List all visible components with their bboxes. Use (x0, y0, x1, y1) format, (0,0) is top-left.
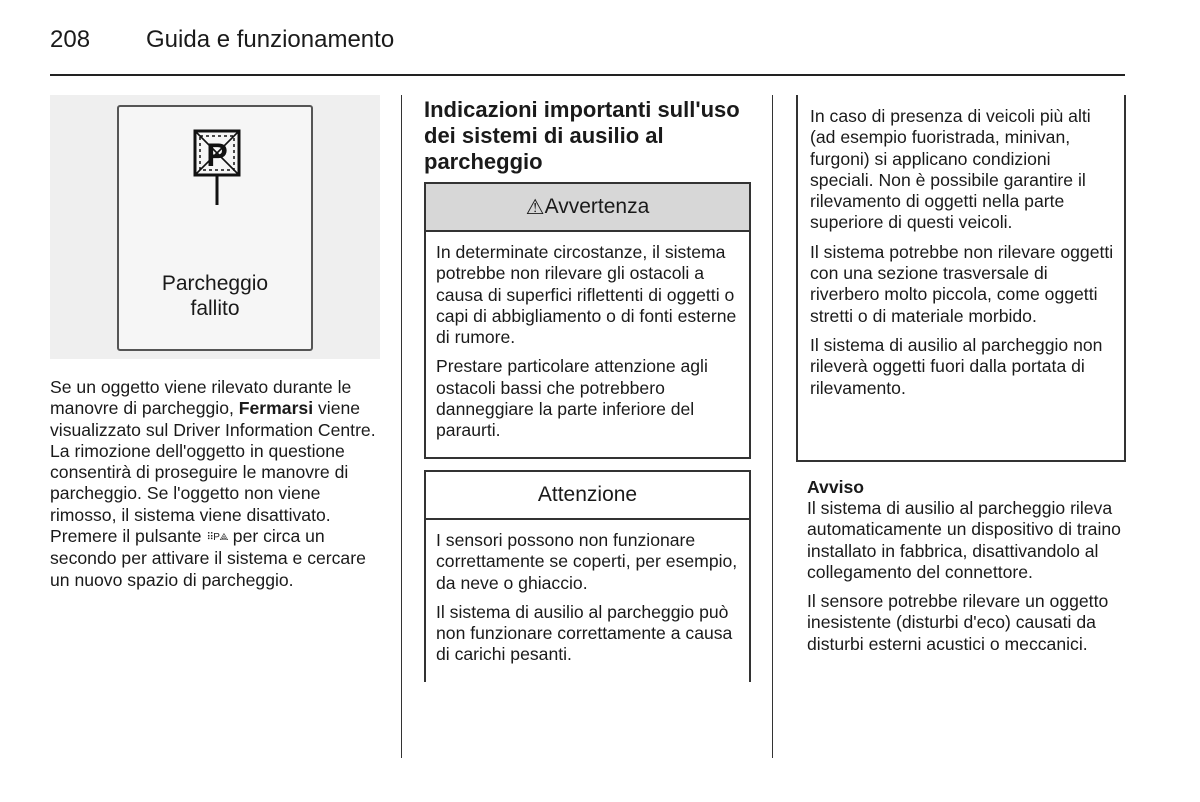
warning-box-continued (796, 95, 1126, 462)
figure-illustration (50, 95, 380, 359)
parking-prohibited-icon (193, 129, 241, 207)
display-message-line1: Parcheggio (161, 272, 269, 295)
section-title: Indicazioni importanti sull'uso dei sistemi di ausilio al parcheggio (424, 97, 740, 174)
bold-term: Fermarsi (238, 398, 314, 419)
paragraph-text-1: Se un oggetto viene rilevato durante le manovre di parcheggio, (50, 377, 352, 419)
header-divider (50, 74, 1125, 76)
warning-body (426, 232, 749, 442)
column-divider-left (401, 95, 402, 758)
warning-paragraph: Prestare particolare attenzione agli ostacoli bassi che potrebbero danneggiare la parte inferiore del paraurti. (436, 356, 708, 441)
svg-text:P: P (206, 137, 228, 173)
warning-triangle-icon: ⚠ (525, 195, 545, 219)
page-header (50, 26, 394, 58)
column1-paragraph (50, 377, 385, 591)
display-message (119, 271, 311, 321)
page-number: 208 (50, 26, 91, 53)
paragraph-text-3: per circa un secondo per attivare il sistema e cercare un nuovo spazio di parcheggio. (50, 526, 366, 590)
notice-paragraph: Il sistema di ausilio al parcheggio rileva automaticamente un dispositivo di traino installato in fabbrica, disattivandolo al collegamento del connettore. (807, 498, 1121, 582)
notice-title: Avviso (807, 477, 865, 497)
paragraph-text-2: viene visualizzato sul Driver Information Centre. La rimozione dell'oggetto in questione consentirà di proseguire le manovre di parcheggio. Se l'oggetto non viene rimosso, il sistema viene disattivato. Premere il pulsante (50, 398, 376, 547)
notice-paragraph: Il sensore potrebbe rilevare un oggetto inesistente (disturbi d'eco) causati da disturbi esterni acustici o meccanici. (807, 591, 1109, 654)
caution-body (426, 520, 749, 666)
driver-info-display (117, 105, 313, 351)
column-divider-right (772, 95, 773, 758)
warning-box (424, 182, 751, 459)
warning-title: Avvertenza (544, 195, 650, 218)
caution-header (426, 472, 749, 520)
display-message-line2: fallito (190, 297, 240, 320)
chapter-title: Guida e funzionamento (146, 26, 395, 53)
caution-box (424, 470, 751, 682)
box-paragraph: Il sistema di ausilio al parcheggio non rileverà oggetti fuori dalla portata di rilevamento. (810, 334, 1103, 398)
notice-section (807, 477, 1129, 663)
caution-paragraph: Il sistema di ausilio al parcheggio può non funzionare correttamente a causa di carichi pesanti. (436, 601, 733, 665)
warning-header (426, 184, 749, 232)
warning-paragraph: In determinate circostanze, il sistema potrebbe non rilevare gli ostacoli a causa di superfici riflettenti di oggetti o capi di abbigliamento o di fonti esterne di rumore. (436, 242, 737, 348)
caution-paragraph: I sensori possono non funzionare correttamente se coperti, per esempio, da neve o ghiaccio. (436, 530, 738, 593)
caution-title: Attenzione (537, 483, 638, 506)
park-assist-button-icon: ⠿P⟁ (206, 532, 228, 544)
box-paragraph: Il sistema potrebbe non rilevare oggetti con una sezione trasversale di riverbero molto piccola, come oggetti stretti o di materiale morbido. (810, 241, 1114, 326)
box-paragraph: In caso di presenza di veicoli più alti (ad esempio fuoristrada, minivan, furgoni) si applicano condizioni speciali. Non è possibile garantire il rilevamento di oggetti nella parte superiore di questi veicoli. (810, 106, 1091, 233)
